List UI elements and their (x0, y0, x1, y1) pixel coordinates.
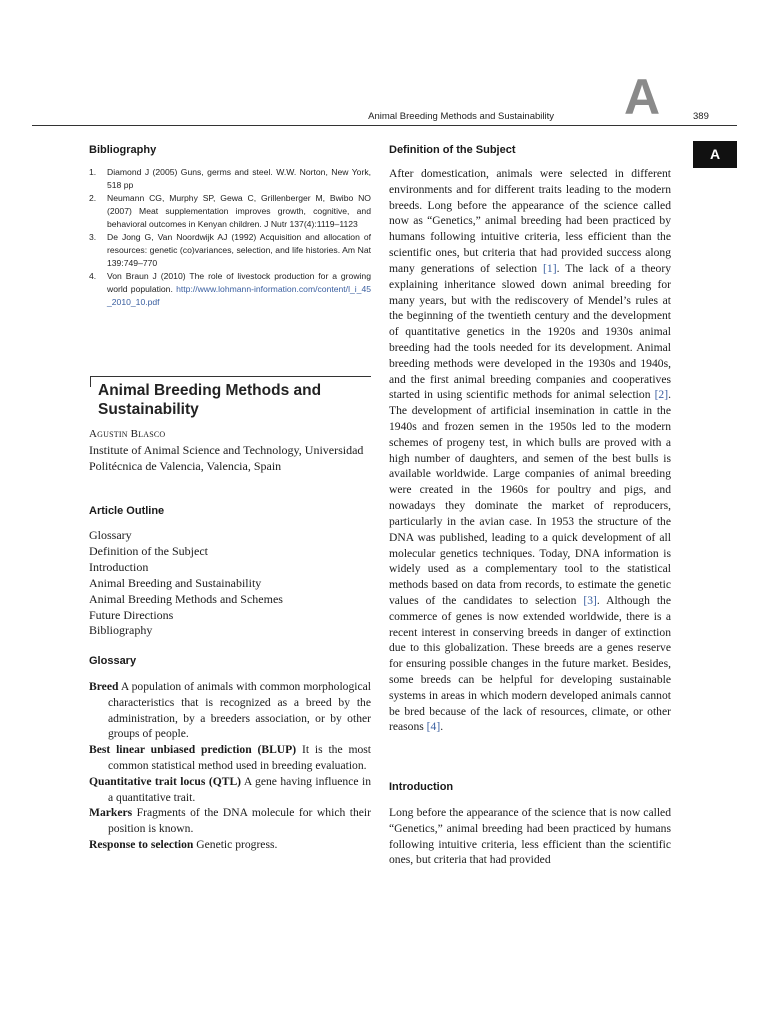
bibliography-number: 3. (89, 232, 97, 242)
running-header-title: Animal Breeding Methods and Sustainability (368, 111, 554, 122)
bibliography-number: 1. (89, 167, 97, 177)
glossary-entry (89, 679, 371, 742)
definition-heading: Definition of the Subject (389, 144, 516, 156)
glossary-definition: A population of animals with common morphological characteristics that is recognized as a breed by the administration, by a breeders association, or by other groups of people. (108, 680, 371, 741)
glossary-term: Response to selection (89, 837, 194, 851)
bibliography-number: 4. (89, 271, 97, 281)
definition-text: After domestication, animals were selected in different environments and for different traits leading to the modern breeds. Long before the appearance of the science called now as “Genetics,” animal breeding had been practiced by humans following intuitive criteria, less efficient than the scientific ones, but criteria that had provided success along many generations of selection (389, 167, 671, 275)
definition-text: . The lack of a theory explaining inheritance slowed down animal breeding for many years, but with the rediscovery of Mendel’s rules at the beginning of the twentieth century and the development of quantitative genetics in the 1920s and 1930s animal breeding had the tools needed for its development. Animal breeding methods were developed in the 1930s and 1940s, and the first animal breeding companies and cooperatives started in using scientific methods for animal selection (389, 261, 672, 402)
article-title-rule (90, 376, 371, 377)
glossary-entry (89, 805, 371, 837)
glossary-term: Breed (89, 680, 119, 693)
glossary-entry (89, 742, 371, 774)
header-rule (32, 125, 737, 126)
bibliography-list (89, 166, 371, 309)
citation-link[interactable]: [3] (583, 593, 597, 607)
citation-link[interactable]: [4] (426, 720, 441, 734)
glossary-definition: Genetic progress. (196, 837, 278, 851)
bibliography-text: Neumann CG, Murphy SP, Gewa C, Grillenberger M, Bwibo NO (2007) Meat supplementation improves growth, cognitive, and behavioral outcomes in Kenyan children. J Nutr 137(4):1119–1123 (107, 193, 371, 229)
bibliography-text: Von Braun J (2010) The role of livestock production for a growing world population. (107, 271, 371, 294)
bibliography-item (89, 166, 371, 192)
definition-paragraph (389, 166, 671, 735)
author-affiliation: Institute of Animal Science and Technology, Universidad Politécnica de Valencia, Valencia, Spain (89, 443, 364, 473)
section-letter: A (623, 69, 661, 125)
thumb-index-tab: A (693, 141, 737, 168)
outline-item: Bibliography (89, 623, 153, 638)
bibliography-heading: Bibliography (89, 144, 157, 156)
bibliography-number: 2. (89, 193, 97, 203)
outline-item: Animal Breeding Methods and Schemes (89, 591, 283, 606)
bibliography-item (89, 270, 371, 309)
introduction-paragraph: Long before the appearance of the science that is now called “Genetics,” animal breeding had been practiced by humans following intuitive criteria, less efficient than the scientific ones, but criteria that had provided (389, 806, 671, 867)
outline-item: Future Directions (89, 607, 174, 622)
introduction-heading: Introduction (389, 781, 454, 793)
glossary-heading: Glossary (89, 655, 137, 667)
bibliography-item (89, 231, 371, 270)
citation-link[interactable]: [1] (543, 261, 557, 275)
definition-text: . The development of artificial insemination in cattle in the 1940s and frozen semen in the 1950s led to the modern schemes of progeny test, in which bulls are proved with a high number of daughters, and semen of the best bulls is available worldwide. Large companies of animal breeding were created in the 1960s for poultry and pigs, and nowadays they dominate the market of reproducers, particularly in the avian case. In 1953 the structure of the DNA was published, leading to a quick development of all molecular genetics techniques. Today, DNA information is widely used as a complementary tool to the statistical methods based on data from records, to estimate the genetic values of the candidates to selection (389, 388, 671, 607)
bibliography-link[interactable]: http://www.lohmann-information.com/content/l_i_45_2010_10.pdf (107, 284, 371, 307)
glossary-term: Markers (89, 806, 133, 820)
bibliography-text: De Jong G, Van Noordwijk AJ (1992) Acquisition and allocation of resources: genetic (co)variances, selection, and life histories. Am Nat 139:749–770 (107, 232, 371, 268)
article-outline-list (89, 528, 283, 639)
definition-text: . Although the commerce of genes is now extended worldwide, there is a recent interest in conserving breeds in danger of extinction due to this globalization. These breeds are a genes reserve for ensuring possible changes in the future market. Besides, some breeds can be helpful for developing sustainable systems in areas in which modern developed animals cannot be bred because of the lack of resources, climate, or other reasons (389, 593, 671, 734)
bibliography-item (89, 192, 371, 231)
glossary-term: Best linear unbiased prediction (BLUP) (89, 743, 297, 757)
glossary-definition: Fragments of the DNA molecule for which their position is known. (108, 806, 372, 836)
article-title-rule-tick (90, 376, 91, 387)
outline-item: Glossary (89, 528, 132, 542)
outline-item: Introduction (89, 559, 149, 574)
glossary-definition: A gene having influence in a quantitative trait. (108, 774, 371, 804)
glossary-entry (89, 837, 371, 853)
article-outline-heading: Article Outline (89, 505, 165, 517)
glossary-term: Quantitative trait locus (QTL) (89, 774, 242, 788)
citation-link[interactable]: [2] (654, 388, 669, 402)
outline-item: Definition of the Subject (89, 543, 208, 558)
article-author: Agustin Blasco (89, 428, 166, 440)
article-title: Animal Breeding Methods and Sustainability (98, 382, 322, 418)
glossary-definition: It is the most common statistical method used in breeding evaluation. (108, 743, 371, 772)
outline-item: Animal Breeding and Sustainability (89, 575, 262, 590)
glossary-list (89, 679, 371, 853)
glossary-entry (89, 774, 371, 806)
bibliography-text: Diamond J (2005) Guns, germs and steel. W.W. Norton, New York, 518 pp (107, 167, 371, 190)
definition-text: . (440, 720, 444, 734)
page-number: 389 (693, 111, 709, 122)
